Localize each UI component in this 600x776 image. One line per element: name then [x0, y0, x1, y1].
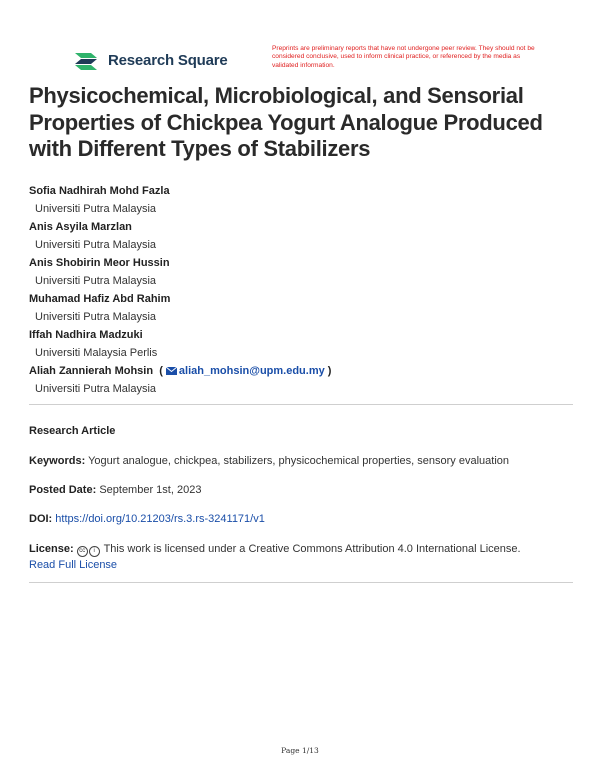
author-name: Aliah Zannierah Mohsin: [29, 365, 154, 377]
author-entry: [29, 326, 574, 362]
author-entry: [29, 254, 574, 290]
author-affiliation: Universiti Putra Malaysia: [35, 203, 157, 215]
author-name: Iffah Nadhira Madzuki: [29, 329, 143, 341]
article-type: Research Article: [29, 425, 116, 437]
license-label: License:: [29, 543, 74, 555]
author-entry: [29, 290, 574, 326]
attribution-icon: i: [89, 546, 100, 557]
author-affiliation: Universiti Malaysia Perlis: [35, 347, 158, 359]
author-name-line: Aliah Zannierah Mohsin ( aliah_mohsin@upm.edu.my ): [29, 365, 332, 377]
envelope-icon: [166, 367, 177, 375]
author-entry-corresponding: [29, 362, 574, 398]
author-name: Sofia Nadhirah Mohd Fazla: [29, 185, 170, 197]
doi-line: [29, 511, 265, 527]
license-text: This work is licensed under a Creative Commons Attribution 4.0 International License.: [103, 543, 521, 555]
author-email: aliah_mohsin@upm.edu.my: [178, 365, 325, 377]
posted-date-label: Posted Date:: [29, 484, 97, 496]
creative-commons-icon: cc: [77, 546, 88, 557]
author-affiliation: Universiti Putra Malaysia: [35, 383, 157, 395]
research-square-logo[interactable]: [73, 46, 228, 74]
page-number: Page 1/13: [281, 746, 319, 755]
posted-date-line: [29, 482, 201, 498]
section-divider: [29, 404, 573, 405]
keywords-value: Yogurt analogue, chickpea, stabilizers, physicochemical properties, sensory evaluation: [88, 455, 509, 467]
keywords-line: [29, 453, 574, 469]
author-affiliation: Universiti Putra Malaysia: [35, 311, 157, 323]
paper-title: Physicochemical, Microbiological, and Sensorial Properties of Chickpea Yogurt Analogue Produced with Different Types of Stabilizers: [29, 83, 543, 161]
doi-label: DOI:: [29, 513, 53, 525]
doi-link[interactable]: https://doi.org/10.21203/rs.3.rs-3241171/v1: [55, 513, 265, 525]
author-affiliation: Universiti Putra Malaysia: [35, 275, 157, 287]
posted-date-value: September 1st, 2023: [99, 484, 202, 496]
author-affiliation: Universiti Putra Malaysia: [35, 239, 157, 251]
author-email-link[interactable]: [166, 365, 325, 377]
preprint-disclaimer: Preprints are preliminary reports that have not undergone peer review. They should not be considered conclusive, used to inform clinical practice, or referenced by the media as validated information.: [272, 45, 535, 69]
author-name: Muhamad Hafiz Abd Rahim: [29, 293, 171, 305]
author-entry: [29, 218, 574, 254]
author-list: [29, 182, 574, 398]
author-entry: [29, 182, 574, 218]
author-name: Anis Asyila Marzlan: [29, 221, 132, 233]
read-full-license-link[interactable]: Read Full License: [29, 559, 118, 571]
research-square-logo-icon: [73, 48, 100, 72]
license-line: [29, 541, 574, 573]
author-name: Anis Shobirin Meor Hussin: [29, 257, 170, 269]
keywords-label: Keywords:: [29, 455, 86, 467]
section-divider: [29, 582, 573, 583]
logo-text: Research Square: [108, 51, 228, 69]
